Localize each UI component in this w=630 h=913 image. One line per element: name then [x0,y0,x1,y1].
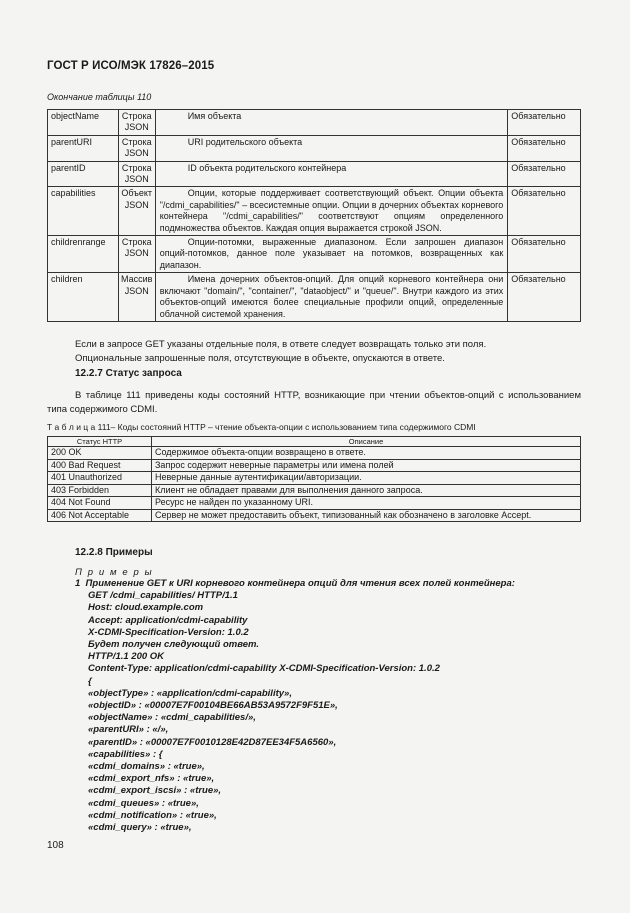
code-example [75,578,515,834]
document-header: ГОСТ Р ИСО/МЭК 17826–2015 [47,60,215,72]
http-status: 400 Bad Request [48,459,152,472]
table-111-row [48,459,581,472]
field-name: objectName [48,110,119,136]
table-110-row [48,135,581,161]
http-status: 404 Not Found [48,497,152,510]
status-description: Содержимое объекта-опции возвращено в ответе. [152,447,581,460]
field-description: URI родительского объекта [155,135,508,161]
http-status: 200 OK [48,447,152,460]
field-name: childrenrange [48,236,119,273]
table-111-header-status: Статус HTTP [48,437,152,447]
code-line: «cdmi_domains» : «true», [88,761,205,773]
status-description: Ресурс не найден по указанному URI. [152,497,581,510]
code-line: HTTP/1.1 200 OK [88,651,165,663]
table-111-header-description: Описание [152,437,581,447]
field-description: Имя объекта [155,110,508,136]
status-description: Сервер не может предоставить объект, типизованный как обозначено в заголовке Accept. [152,509,581,522]
field-description: Опции-потомки, выраженные диапазоном. Если запрошен диапазон опций-потомков, данное поле указывает на потомков, возвращенных как диапазон. [155,236,508,273]
field-requirement: Обязательно [508,236,581,273]
table-111-caption: Т а б л и ц а 111– Коды состояний HTTP – чтение объекта-опции с использованием типа содержимого CDMI [47,422,476,432]
field-type: Объект JSON [118,187,155,236]
field-requirement: Обязательно [508,110,581,136]
table-111-row [48,509,581,522]
paragraph-table-111-intro: В таблице 111 приведены коды состояний HTTP, возникающие при чтении объектов-опций с использованием типа содержимого CDMI. [47,390,581,415]
code-line: GET /cdmi_capabilities/ HTTP/1.1 [88,590,238,602]
field-type: Строка JSON [118,110,155,136]
code-line: «objectName» : «cdmi_capabilities/», [88,712,256,724]
field-name: capabilities [48,187,119,236]
field-type: Строка JSON [118,161,155,187]
table-110-caption: Окончание таблицы 110 [47,92,152,102]
table-111-row [48,447,581,460]
code-line: «cdmi_export_nfs» : «true», [88,773,215,785]
paragraph-fields: Если в запросе GET указаны отдельные поля, в ответе следует возвращать только эти поля. [75,339,487,350]
table-110 [47,109,581,322]
field-requirement: Обязательно [508,161,581,187]
table-111-row [48,472,581,485]
code-line: «capabilities» : { [88,748,163,760]
code-line: Host: cloud.example.com [88,602,204,614]
paragraph-optional-fields: Опциональные запрошенные поля, отсутствующие в объекте, опускаются в ответе. [75,353,445,364]
status-description: Запрос содержит неверные параметры или имена полей [152,459,581,472]
table-111-row [48,497,581,510]
field-name: parentID [48,161,119,187]
field-description: Имена дочерних объектов-опций. Для опций корневого контейнера они включают "domain/", "container/", "dataobject/" и "queue/". Внутри каждого из этих объектов-опций имеются более специальные профили опций, определенные облачной системой хранения. [155,273,508,322]
status-description: Клиент не обладает правами для выполнения данного запроса. [152,484,581,497]
table-110-row [48,110,581,136]
code-line: «cdmi_notification» : «true», [88,809,217,821]
code-line: Content-Type: application/cdmi-capability X-CDMI-Specification-Version: 1.0.2 [88,663,440,675]
section-heading-request-status: 12.2.7 Статус запроса [75,368,182,379]
code-line: «cdmi_query» : «true», [88,822,192,834]
status-description: Неверные данные аутентификации/авторизации. [152,472,581,485]
examples-label: П р и м е р ы [75,567,154,578]
http-status: 401 Unauthorized [48,472,152,485]
table-111-row [48,484,581,497]
table-110-row [48,273,581,322]
field-name: children [48,273,119,322]
code-line: «objectType» : «application/cdmi-capability», [88,687,292,699]
field-type: Строка JSON [118,236,155,273]
table-110-row [48,161,581,187]
code-line: 1 Применение GET к URI корневого контейнера опций для чтения всех полей контейнера: [75,578,515,589]
section-heading-examples: 12.2.8 Примеры [75,547,153,558]
table-111 [47,436,581,522]
field-type: Массив JSON [118,273,155,322]
field-name: parentURI [48,135,119,161]
http-status: 406 Not Acceptable [48,509,152,522]
code-line: X-CDMI-Specification-Version: 1.0.2 [88,626,249,638]
code-line: { [88,675,92,687]
http-status: 403 Forbidden [48,484,152,497]
code-line: «cdmi_queues» : «true», [88,797,199,809]
field-requirement: Обязательно [508,187,581,236]
code-line: «cdmi_export_iscsi» : «true», [88,785,222,797]
code-line: «parentURI» : «/», [88,724,169,736]
code-line: «objectID» : «00007E7F00104BE66AB53A9572F9F51E», [88,700,338,712]
table-110-row [48,236,581,273]
code-line: Будет получен следующий ответ. [88,639,259,651]
table-110-row [48,187,581,236]
field-description: ID объекта родительского контейнера [155,161,508,187]
page-number: 108 [47,840,64,851]
field-requirement: Обязательно [508,273,581,322]
field-description: Опции, которые поддерживает соответствующий объект. Опции объекта "/cdmi_capabilities/" – всесистемные опции. Опции в дочерних объектах корневого контейнера "/cdmi_capabilities/" соответствуют опциям определенного подмножества объектов. Каждая опция выражается строкой JSON. [155,187,508,236]
field-requirement: Обязательно [508,135,581,161]
code-line: «parentID» : «00007E7F0010128E42D87EE34F5A6560», [88,736,337,748]
field-type: Строка JSON [118,135,155,161]
code-line: Accept: application/cdmi-capability [88,614,248,626]
